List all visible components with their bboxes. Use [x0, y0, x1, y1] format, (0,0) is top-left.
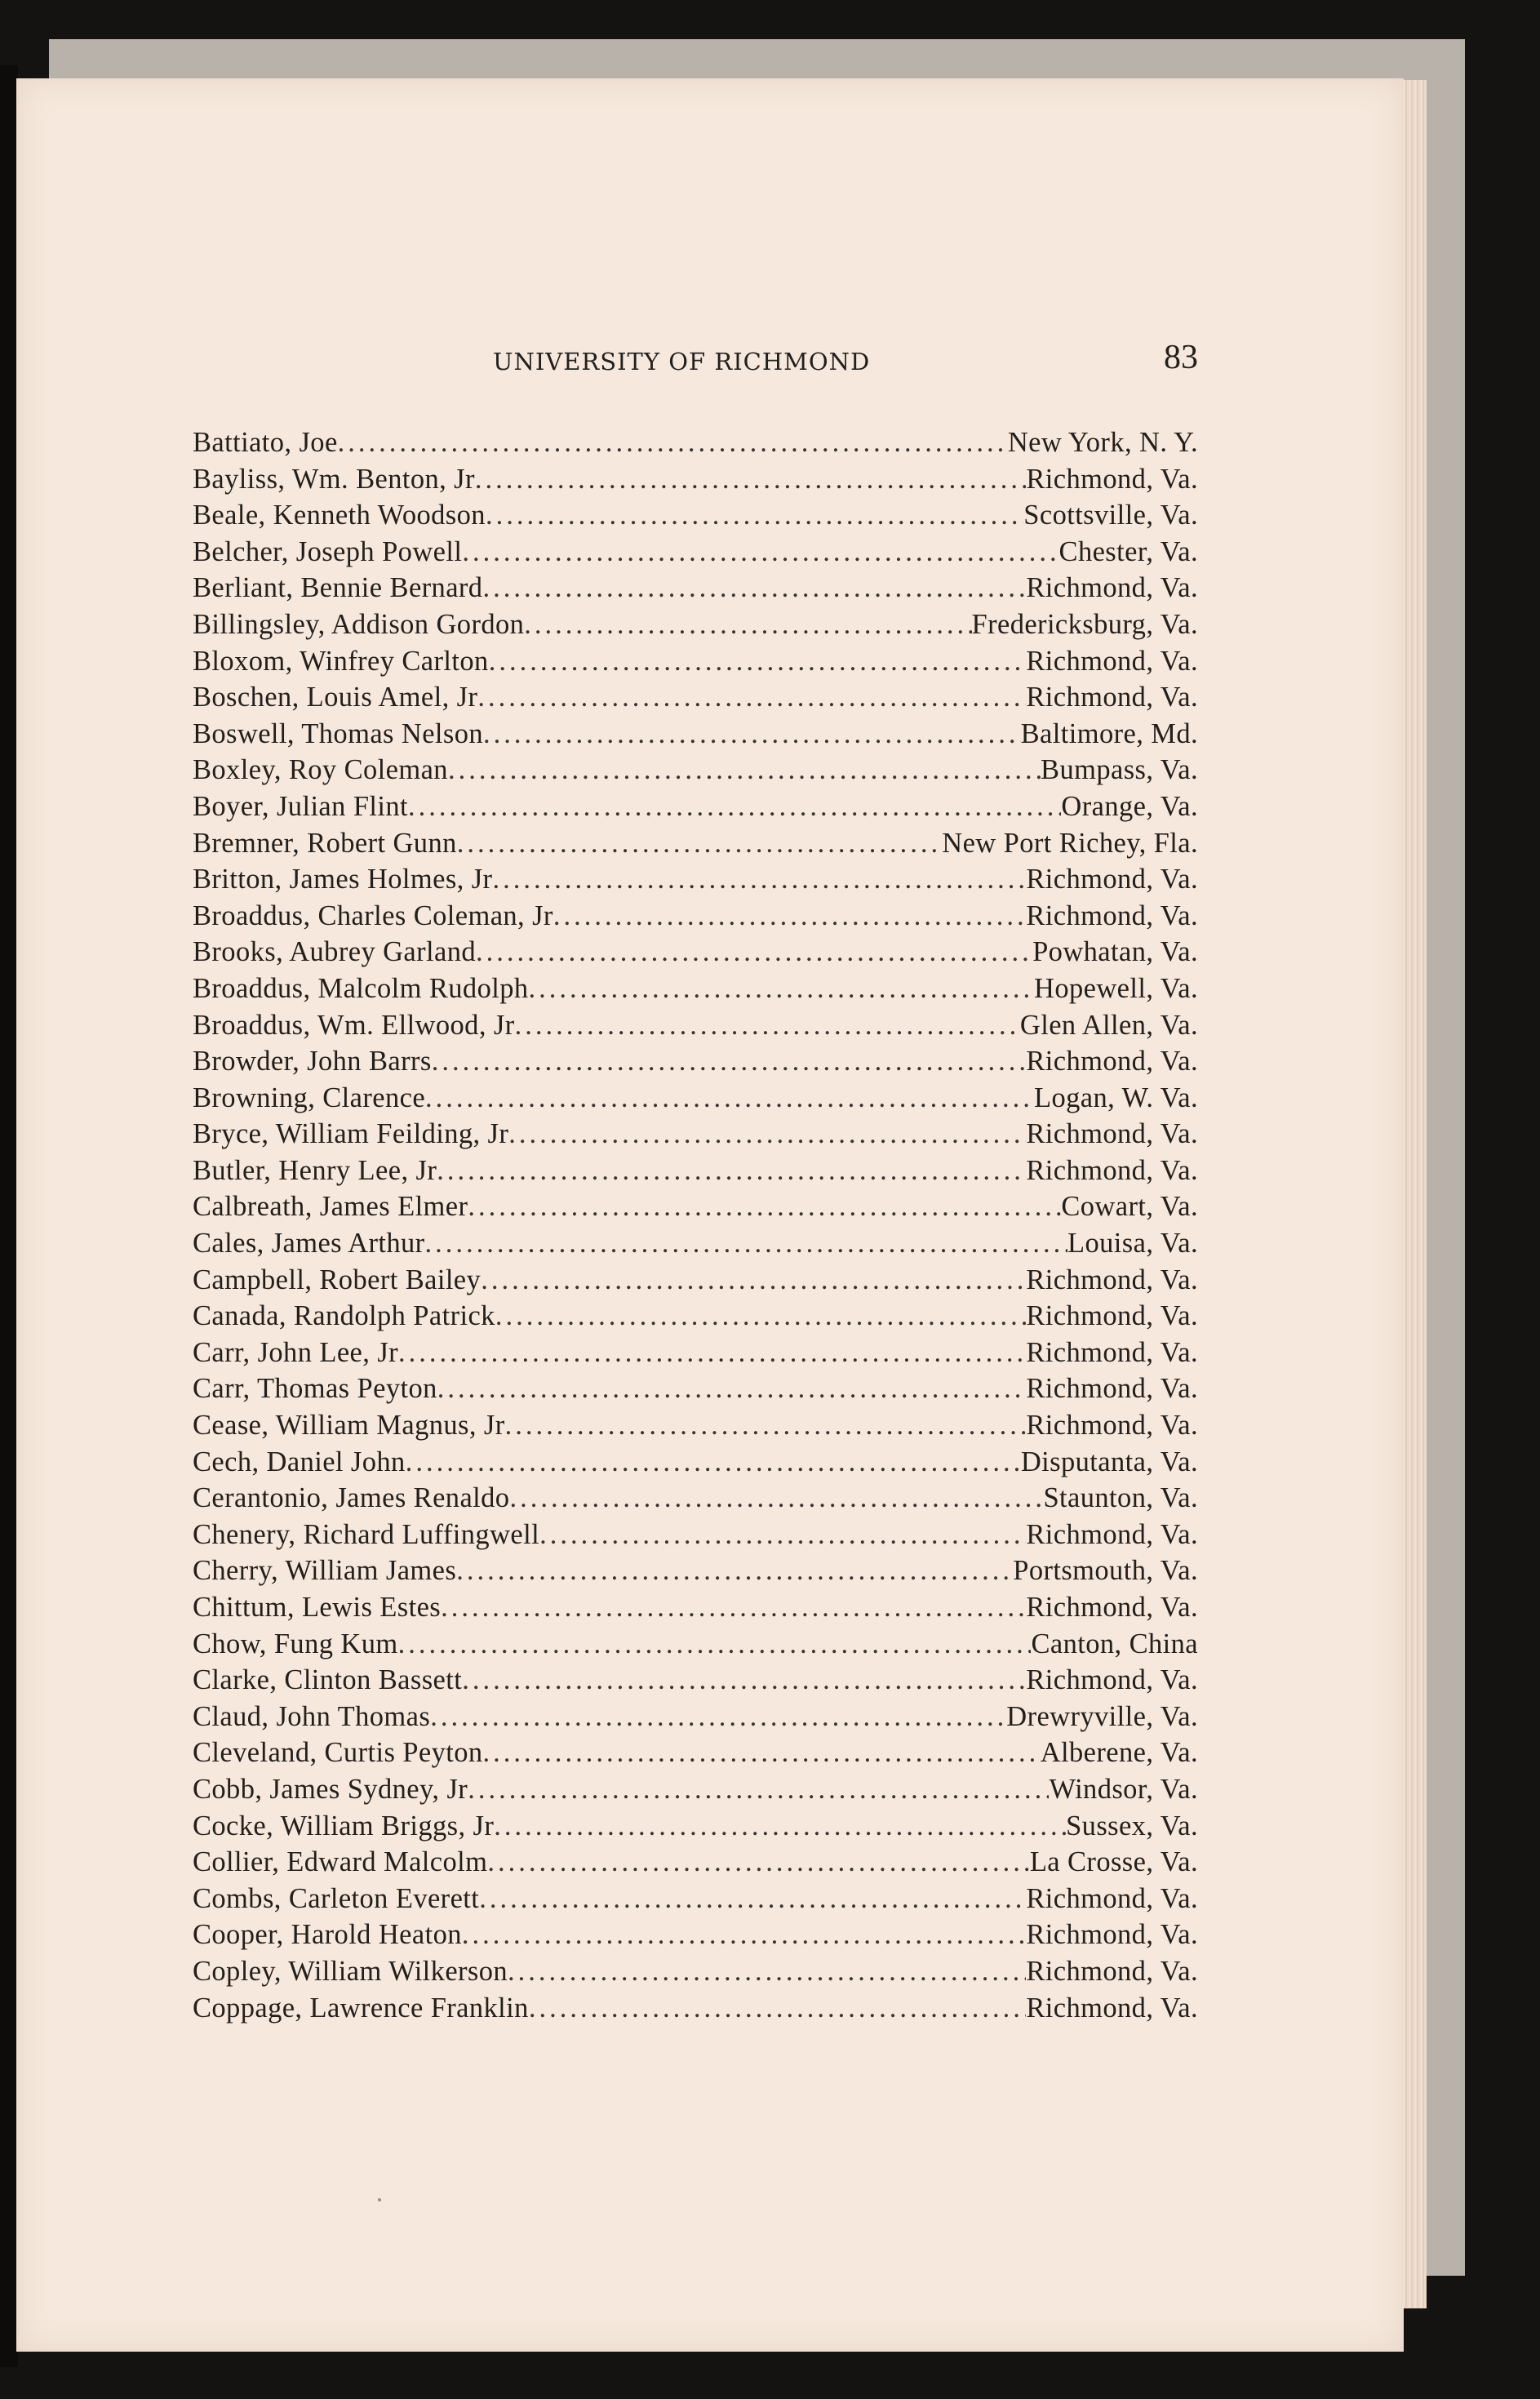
page-number: 83	[1164, 339, 1198, 376]
entry-name: Chenery, Richard Luffingwell	[193, 1518, 540, 1550]
list-item	[193, 1953, 1198, 1990]
dot-leader	[515, 1007, 1020, 1044]
entry-place: Richmond, Va.	[1026, 1264, 1198, 1295]
dot-leader	[477, 679, 1026, 716]
entry-name: Boxley, Roy Coleman	[193, 754, 448, 786]
entry-place: Richmond, Va.	[1026, 1919, 1198, 1951]
entry-place: Sussex, Va.	[1066, 1810, 1198, 1841]
entry-place: Bumpass, Va.	[1041, 754, 1198, 786]
list-item	[193, 898, 1198, 935]
dot-leader	[509, 1480, 1043, 1517]
directory-list	[193, 424, 1198, 2026]
entry-name: Berliant, Bennie Bernard	[193, 572, 483, 604]
list-item	[193, 1626, 1198, 1663]
dot-leader	[468, 1188, 1061, 1225]
list-item	[193, 1444, 1198, 1481]
entry-name: Cooper, Harold Heaton	[193, 1919, 462, 1951]
entry-name: Copley, William Wilkerson	[193, 1955, 508, 1987]
page-speck	[378, 2198, 381, 2201]
entry-name: Cobb, James Sydney, Jr	[193, 1773, 468, 1805]
entry-name: Belcher, Joseph Powell	[193, 535, 463, 567]
entry-place: Cowart, Va.	[1061, 1191, 1198, 1223]
entry-place: Fredericksburg, Va.	[971, 608, 1198, 640]
list-item	[193, 679, 1198, 716]
list-item	[193, 424, 1198, 461]
entry-place: Richmond, Va.	[1026, 1373, 1198, 1405]
list-item	[193, 534, 1198, 571]
entry-name: Broaddus, Malcolm Rudolph	[193, 972, 529, 1004]
list-item	[193, 1153, 1198, 1189]
list-item	[193, 1116, 1198, 1153]
entry-name: Cech, Daniel John	[193, 1446, 406, 1477]
entry-name: Carr, Thomas Peyton	[193, 1373, 437, 1405]
dot-leader	[524, 606, 971, 643]
list-item	[193, 1662, 1198, 1699]
list-item	[193, 752, 1198, 789]
entry-place: Portsmouth, Va.	[1013, 1555, 1198, 1587]
dot-leader	[539, 1517, 1026, 1553]
list-item	[193, 1262, 1198, 1299]
dot-leader	[425, 1080, 1034, 1117]
dot-leader	[481, 1262, 1026, 1299]
entry-place: La Crosse, Va.	[1029, 1846, 1198, 1878]
dot-leader	[492, 861, 1026, 898]
dot-leader	[425, 1225, 1068, 1262]
entry-name: Clarke, Clinton Bassett	[193, 1664, 463, 1696]
list-item	[193, 1517, 1198, 1553]
entry-place: Richmond, Va.	[1026, 900, 1198, 931]
entry-name: Bayliss, Wm. Benton, Jr	[193, 463, 475, 495]
list-item	[193, 1990, 1198, 2027]
dot-leader	[479, 1881, 1026, 1917]
entry-place: Glen Allen, Va.	[1019, 1009, 1198, 1041]
entry-place: Scottsville, Va.	[1023, 500, 1198, 531]
list-item	[193, 1080, 1198, 1117]
entry-place: Richmond, Va.	[1026, 1882, 1198, 1914]
entry-place: Hopewell, Va.	[1034, 972, 1198, 1004]
entry-place: Richmond, Va.	[1026, 463, 1198, 495]
list-item	[193, 1371, 1198, 1407]
entry-place: Richmond, Va.	[1026, 1046, 1198, 1077]
entry-name: Cerantonio, James Renaldo	[193, 1482, 510, 1514]
list-item	[193, 1735, 1198, 1771]
dot-leader	[529, 971, 1034, 1007]
list-item	[193, 1699, 1198, 1735]
dot-leader	[468, 1771, 1049, 1808]
dot-leader	[494, 1808, 1066, 1845]
dot-leader	[448, 752, 1041, 789]
list-item	[193, 1188, 1198, 1225]
entry-name: Cleveland, Curtis Peyton	[193, 1737, 483, 1769]
list-item	[193, 1771, 1198, 1808]
dot-leader	[462, 1917, 1027, 1953]
dot-leader	[462, 1662, 1026, 1699]
entry-place: Richmond, Va.	[1026, 1955, 1198, 1987]
dot-leader	[432, 1043, 1027, 1080]
entry-name: Boyer, Julian Flint	[193, 790, 409, 822]
list-item	[193, 606, 1198, 643]
dot-leader	[437, 1153, 1026, 1189]
entry-place: Staunton, Va.	[1043, 1482, 1198, 1514]
entry-name: Bloxom, Winfrey Carlton	[193, 645, 489, 677]
entry-place: Richmond, Va.	[1026, 1664, 1198, 1696]
entry-place: New Port Richey, Fla.	[942, 827, 1198, 859]
dot-leader	[483, 716, 1021, 753]
entry-place: Baltimore, Md.	[1020, 717, 1198, 749]
dot-leader	[508, 1953, 1026, 1990]
entry-place: Orange, Va.	[1061, 790, 1198, 822]
entry-place: Drewryville, Va.	[1006, 1700, 1198, 1732]
dot-leader	[487, 1844, 1029, 1881]
entry-place: Richmond, Va.	[1026, 1118, 1198, 1150]
page-header	[193, 336, 1198, 385]
dot-leader	[457, 825, 942, 862]
list-item	[193, 825, 1198, 862]
dot-leader	[553, 898, 1027, 935]
list-item	[193, 1298, 1198, 1335]
list-item	[193, 1844, 1198, 1881]
dot-leader	[483, 1735, 1041, 1771]
list-item	[193, 934, 1198, 971]
entry-name: Combs, Carleton Everett	[193, 1882, 480, 1914]
entry-name: Campbell, Robert Bailey	[193, 1264, 482, 1295]
dot-leader	[430, 1699, 1006, 1735]
entry-place: Richmond, Va.	[1026, 572, 1198, 604]
entry-place: Richmond, Va.	[1026, 864, 1198, 895]
entry-name: Cease, William Magnus, Jr	[193, 1410, 505, 1442]
list-item	[193, 1553, 1198, 1589]
entry-place: Richmond, Va.	[1026, 1410, 1198, 1442]
entry-name: Claud, John Thomas	[193, 1700, 431, 1732]
entry-name: Brooks, Aubrey Garland	[193, 936, 477, 968]
entry-place: Alberene, Va.	[1040, 1737, 1198, 1769]
dot-leader	[489, 643, 1027, 680]
dot-leader	[437, 1371, 1027, 1407]
dot-leader	[462, 534, 1058, 571]
running-title: UNIVERSITY OF RICHMOND	[493, 348, 871, 375]
list-item	[193, 1335, 1198, 1371]
entry-place: Richmond, Va.	[1026, 1592, 1198, 1623]
entry-name: Browning, Clarence	[193, 1082, 426, 1113]
list-item	[193, 461, 1198, 498]
dot-leader	[398, 1626, 1032, 1663]
entry-place: Logan, W. Va.	[1033, 1082, 1198, 1113]
entry-name: Calbreath, James Elmer	[193, 1191, 468, 1223]
entry-place: Richmond, Va.	[1026, 1154, 1198, 1186]
entry-name: Cales, James Arthur	[193, 1228, 425, 1259]
list-item	[193, 1007, 1198, 1044]
list-item	[193, 861, 1198, 898]
dot-leader	[508, 1116, 1026, 1153]
entry-name: Cocke, William Briggs, Jr	[193, 1810, 495, 1841]
entry-name: Cherry, William James	[193, 1555, 457, 1587]
dot-leader	[476, 934, 1032, 971]
dot-leader	[408, 789, 1061, 825]
list-item	[193, 971, 1198, 1007]
entry-place: Richmond, Va.	[1026, 682, 1198, 713]
entry-place: Windsor, Va.	[1049, 1773, 1198, 1805]
entry-place: Powhatan, Va.	[1032, 936, 1198, 968]
entry-name: Broaddus, Wm. Ellwood, Jr	[193, 1009, 515, 1041]
entry-place: Richmond, Va.	[1026, 1300, 1198, 1332]
entry-name: Broaddus, Charles Coleman, Jr	[193, 900, 553, 931]
entry-name: Canada, Randolph Patrick	[193, 1300, 495, 1332]
entry-name: Boschen, Louis Amel, Jr	[193, 682, 478, 713]
dot-leader	[456, 1553, 1013, 1589]
list-item	[193, 1589, 1198, 1626]
list-item	[193, 1480, 1198, 1517]
list-item	[193, 497, 1198, 534]
entry-name: Battiato, Joe	[193, 427, 338, 458]
entry-name: Chittum, Lewis Estes	[193, 1592, 442, 1623]
dot-leader	[495, 1298, 1027, 1335]
dot-leader	[475, 461, 1026, 498]
dot-leader	[406, 1444, 1021, 1481]
entry-place: Disputanta, Va.	[1020, 1446, 1198, 1477]
dot-leader	[529, 1990, 1027, 2027]
dot-leader	[486, 497, 1023, 534]
entry-place: Richmond, Va.	[1026, 1336, 1198, 1368]
list-item	[193, 1043, 1198, 1080]
dot-leader	[482, 570, 1026, 606]
entry-name: Bryce, William Feilding, Jr	[193, 1118, 509, 1150]
entry-place: Richmond, Va.	[1026, 645, 1198, 677]
entry-name: Billingsley, Addison Gordon	[193, 608, 525, 640]
list-item	[193, 1881, 1198, 1917]
entry-name: Bremner, Robert Gunn	[193, 827, 457, 859]
entry-name: Collier, Edward Malcolm	[193, 1846, 488, 1878]
entry-name: Coppage, Lawrence Franklin	[193, 1992, 529, 2024]
list-item	[193, 1917, 1198, 1953]
list-item	[193, 1225, 1198, 1262]
list-item	[193, 570, 1198, 606]
entry-name: Browder, John Barrs	[193, 1046, 432, 1077]
list-item	[193, 1808, 1198, 1845]
entry-place: Chester, Va.	[1058, 535, 1198, 567]
entry-name: Carr, John Lee, Jr	[193, 1336, 399, 1368]
dot-leader	[505, 1407, 1027, 1444]
list-item	[193, 789, 1198, 825]
dot-leader	[398, 1335, 1026, 1371]
gutter-shadow	[0, 65, 18, 2367]
list-item	[193, 1407, 1198, 1444]
entry-place: Louisa, Va.	[1067, 1228, 1198, 1259]
entry-place: New York, N. Y.	[1007, 427, 1198, 458]
entry-place: Richmond, Va.	[1026, 1518, 1198, 1550]
list-item	[193, 716, 1198, 753]
entry-place: Canton, China	[1031, 1628, 1198, 1659]
entry-name: Butler, Henry Lee, Jr	[193, 1154, 437, 1186]
entry-name: Boswell, Thomas Nelson	[193, 717, 484, 749]
entry-name: Britton, James Holmes, Jr	[193, 864, 493, 895]
list-item	[193, 643, 1198, 680]
entry-name: Chow, Fung Kum	[193, 1628, 398, 1659]
entry-name: Beale, Kenneth Woodson	[193, 500, 486, 531]
dot-leader	[441, 1589, 1026, 1626]
entry-place: Richmond, Va.	[1026, 1992, 1198, 2024]
dot-leader	[338, 424, 1008, 461]
